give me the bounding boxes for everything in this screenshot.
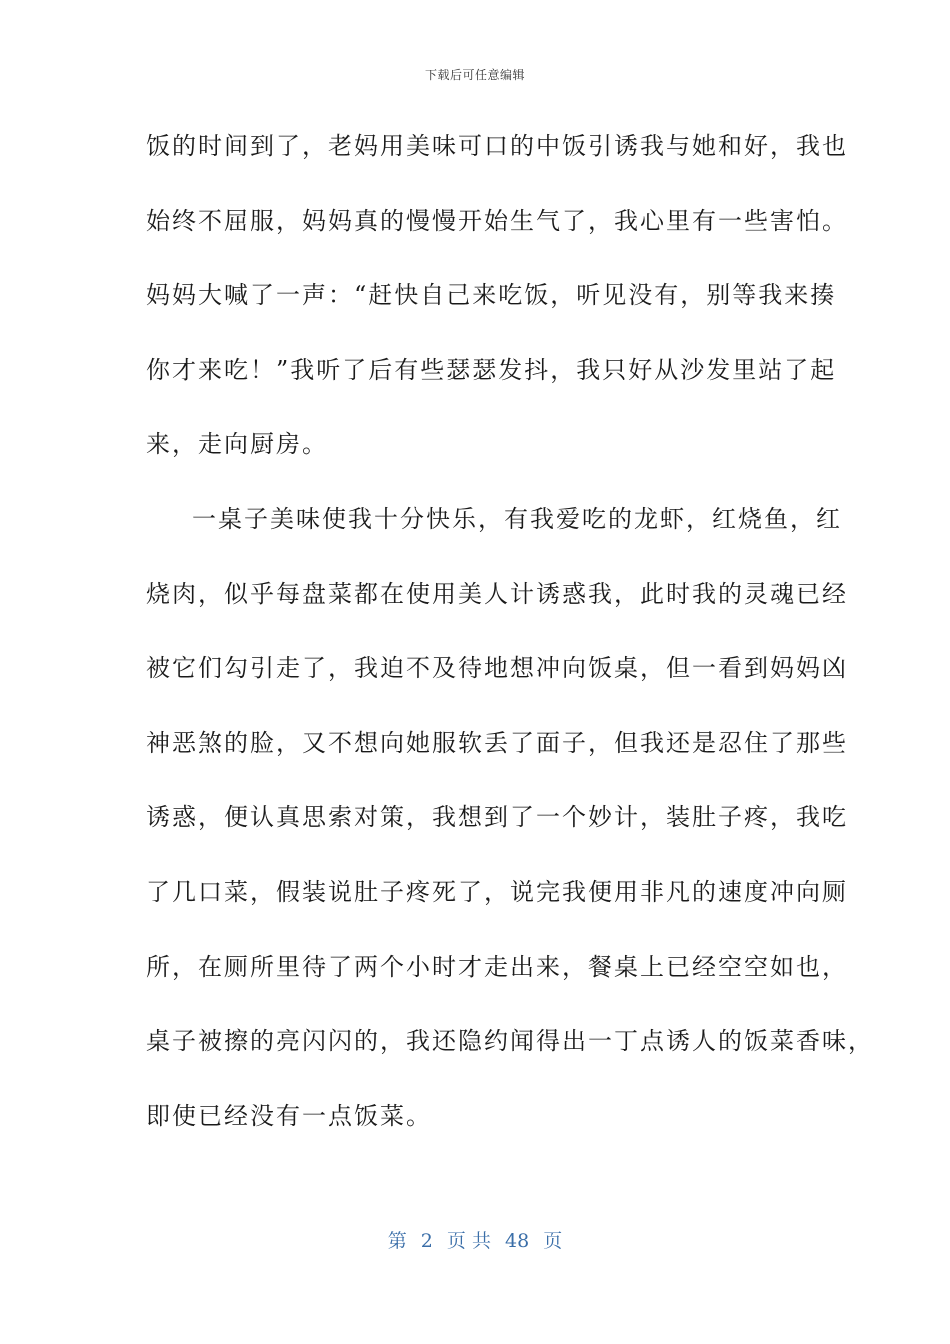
footer-page-number: 2 xyxy=(420,1230,433,1252)
text-line: 你才来吃！”我听了后有些瑟瑟发抖，我只好从沙发里站了起 xyxy=(146,355,837,384)
text-line: 饭的时间到了，老妈用美味可口的中饭引诱我与她和好，我也 xyxy=(146,132,848,160)
text-line: 桌子被擦的亮闪闪的，我还隐约闻得出一丁点诱人的饭菜香味， xyxy=(146,1027,874,1056)
text-line: 所，在厕所里待了两个小时才走出来，餐桌上已经空空如也， xyxy=(146,952,848,981)
footer-middle: 页 共 xyxy=(446,1230,491,1252)
text-line: 了几口菜，假装说肚子疼死了，说完我便用非凡的速度冲向厕 xyxy=(146,877,848,906)
text-line: 即使已经没有一点饭菜。 xyxy=(146,1101,432,1130)
footer-prefix: 第 xyxy=(387,1230,407,1252)
text-line: 烧肉，似乎每盘菜都在使用美人计诱惑我，此时我的灵魂已经 xyxy=(146,579,848,608)
footer-suffix: 页 xyxy=(543,1230,563,1252)
text-line: 神恶煞的脸，又不想向她服软丢了面子，但我还是忍住了那些 xyxy=(146,728,848,757)
text-line-paragraph-start: 一桌子美味使我十分快乐，有我爱吃的龙虾，红烧鱼，红 xyxy=(192,504,842,533)
text-line: 被它们勾引走了，我迫不及待地想冲向饭桌，但一看到妈妈凶 xyxy=(146,654,848,683)
footer-total-pages: 48 xyxy=(505,1230,530,1252)
text-line: 妈妈大喊了一声：“赶快自己来吃饭，听见没有，别等我来揍 xyxy=(146,281,837,310)
text-line: 始终不屈服，妈妈真的慢慢开始生气了，我心里有一些害怕。 xyxy=(146,206,848,235)
page-footer xyxy=(0,1226,950,1253)
page-header: 下载后可任意编辑 xyxy=(424,68,525,82)
text-line: 诱惑，便认真思索对策，我想到了一个妙计，装肚子疼，我吃 xyxy=(146,803,848,832)
document-body xyxy=(146,120,874,1164)
text-line: 来，走向厨房。 xyxy=(146,430,328,459)
